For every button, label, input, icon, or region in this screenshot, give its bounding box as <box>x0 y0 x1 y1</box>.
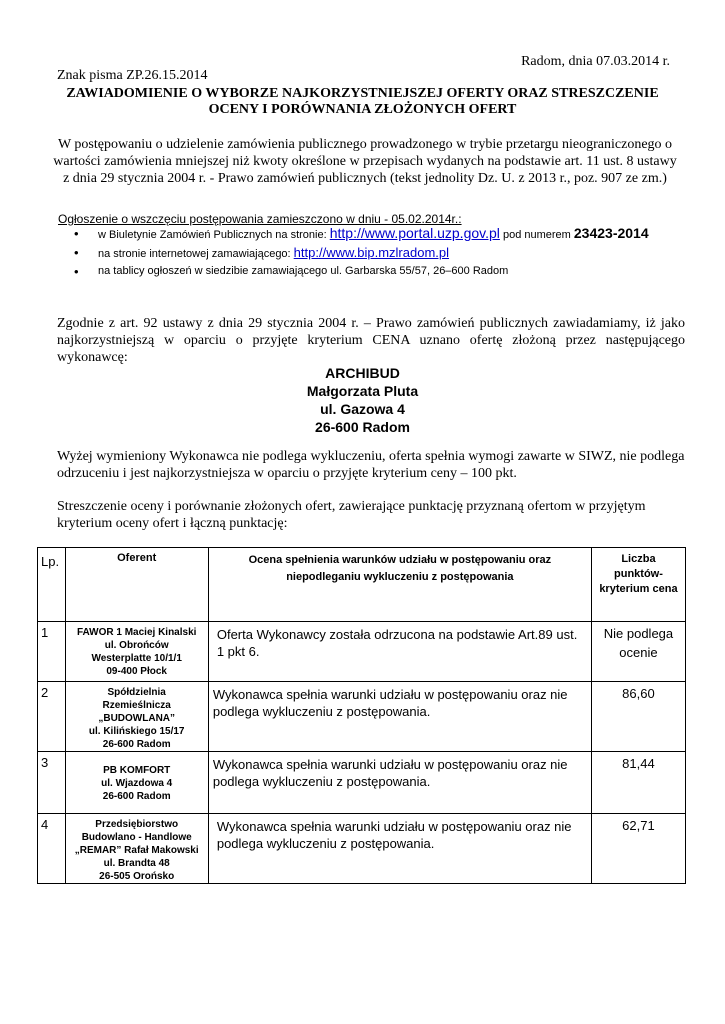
row-evaluation: Oferta Wykonawcy została odrzucona na podstawie Art.89 ust. 1 pkt 6. <box>208 622 591 682</box>
winner-name: ARCHIBUD <box>325 365 400 381</box>
uzp-portal-link[interactable]: http://www.portal.uzp.gov.pl <box>329 225 500 241</box>
table-row <box>38 682 686 752</box>
document-title <box>40 86 685 118</box>
row-lp: 4 <box>38 814 66 884</box>
winner-block <box>200 364 525 436</box>
decision-paragraph: Zgodnie z art. 92 ustawy z dnia 29 stycznia 2004 r. – Prawo zamówień publicznych zawiadamiamy, iż jako najkorzystniejszą w oparciu o przyjęte kryterium CENA uznano ofertę złożoną przez następującego wykonawcę: <box>57 316 685 365</box>
table-header-row <box>38 548 686 622</box>
row-lp: 2 <box>38 682 66 752</box>
table-row <box>38 622 686 682</box>
results-table <box>37 547 686 884</box>
title-line-1: ZAWIADOMIENIE O WYBORZE NAJKORZYSTNIEJSZEJ OFERTY ORAZ STRESZCZENIE <box>66 86 659 101</box>
row-evaluation: Wykonawca spełnia warunki udziału w postępowaniu oraz nie podlega wykluczeniu z postępowania. <box>208 682 591 752</box>
row-lp: 3 <box>38 752 66 814</box>
announcement-item-board <box>58 263 698 280</box>
announcement-item-text: w Biuletynie Zamówień Publicznych na stronie: <box>98 229 330 241</box>
header-evaluation: Ocena spełnienia warunków udziału w postępowaniu oraz niepodleganiu wykluczeniu z postępowania <box>208 548 591 622</box>
title-line-2: OCENY I PORÓWNANIA ZŁOŻONYCH OFERT <box>208 102 517 117</box>
document-reference: Znak pisma ZP.26.15.2014 <box>57 68 208 83</box>
summary-intro: Streszczenie oceny i porównanie złożonych ofert, zawierające punktację przyznaną ofertom w przyjętym kryterium oceny ofert i łączną punktację: <box>57 499 646 531</box>
announcement-list <box>58 225 698 280</box>
row-score: 62,71 <box>591 814 685 884</box>
row-evaluation: Wykonawca spełnia warunki udziału w postępowaniu oraz nie podlega wykluczeniu z postępowania. <box>208 752 591 814</box>
row-offeror: Przedsiębiorstwo Budowlano - Handlowe „REMAR” Rafał Makowski ul. Brandta 48 26-505 Orońsko <box>65 814 208 884</box>
row-score: Nie podlega ocenie <box>591 622 685 682</box>
announcement-item-text: na tablicy ogłoszeń w siedzibie zamawiającego ul. Garbarska 55/57, 26–600 Radom <box>98 265 509 277</box>
winner-statement: Wyżej wymieniony Wykonawca nie podlega wykluczeniu, oferta spełnia wymogi zawarte w SIWZ, nie podlega odrzuceniu i jest najkorzystniejsza w oparciu o przyjęte kryterium ceny – 100 pkt. <box>57 449 685 481</box>
announcement-heading: Ogłoszenie o wszczęciu postępowania zamieszczono w dniu - 05.02.2014r.: <box>58 212 462 226</box>
announcement-item-bzp <box>58 225 698 244</box>
table-row <box>38 752 686 814</box>
announcement-item-website <box>58 244 698 263</box>
row-offeror: FAWOR 1 Maciej Kinalski ul. Obrońców Westerplatte 10/1/1 09-400 Płock <box>65 622 208 682</box>
row-score: 86,60 <box>591 682 685 752</box>
announcement-item-suffix: pod numerem <box>499 229 574 241</box>
document-date: Radom, dnia 07.03.2014 r. <box>521 54 670 69</box>
winner-city: 26-600 Radom <box>315 419 410 435</box>
header-offeror: Oferent <box>65 548 208 622</box>
header-score: Liczba punktów- kryterium cena <box>591 548 685 622</box>
row-lp: 1 <box>38 622 66 682</box>
announcement-number: 23423-2014 <box>573 225 649 241</box>
winner-street: ul. Gazowa 4 <box>320 401 405 417</box>
row-score: 81,44 <box>591 752 685 814</box>
table-row <box>38 814 686 884</box>
row-offeror: Spółdzielnia Rzemieślnicza „BUDOWLANA” ul. Kilińskiego 15/17 26-600 Radom <box>65 682 208 752</box>
announcement-item-text: na stronie internetowej zamawiającego: <box>98 248 294 260</box>
winner-owner: Małgorzata Pluta <box>306 383 419 399</box>
row-offeror: PB KOMFORT ul. Wjazdowa 4 26-600 Radom <box>65 752 208 814</box>
row-evaluation: Wykonawca spełnia warunki udziału w postępowaniu oraz nie podlega wykluczeniu z postępowania. <box>208 814 591 884</box>
intro-paragraph: W postępowaniu o udzielenie zamówienia publicznego prowadzonego w trybie przetargu nieograniczonego o wartości zamówienia mniejszej niż kwoty określone w przepisach wydanych na podstawie art. 11 ust. 8 ustawy z dnia 29 stycznia 2004 r. - Prawo zamówień publicznych (tekst jednolity Dz. U. z 2013 r., poz. 907 ze zm.) <box>53 137 677 186</box>
header-lp: Lp. <box>38 548 66 622</box>
bip-website-link[interactable]: http://www.bip.mzlradom.pl <box>293 245 450 260</box>
